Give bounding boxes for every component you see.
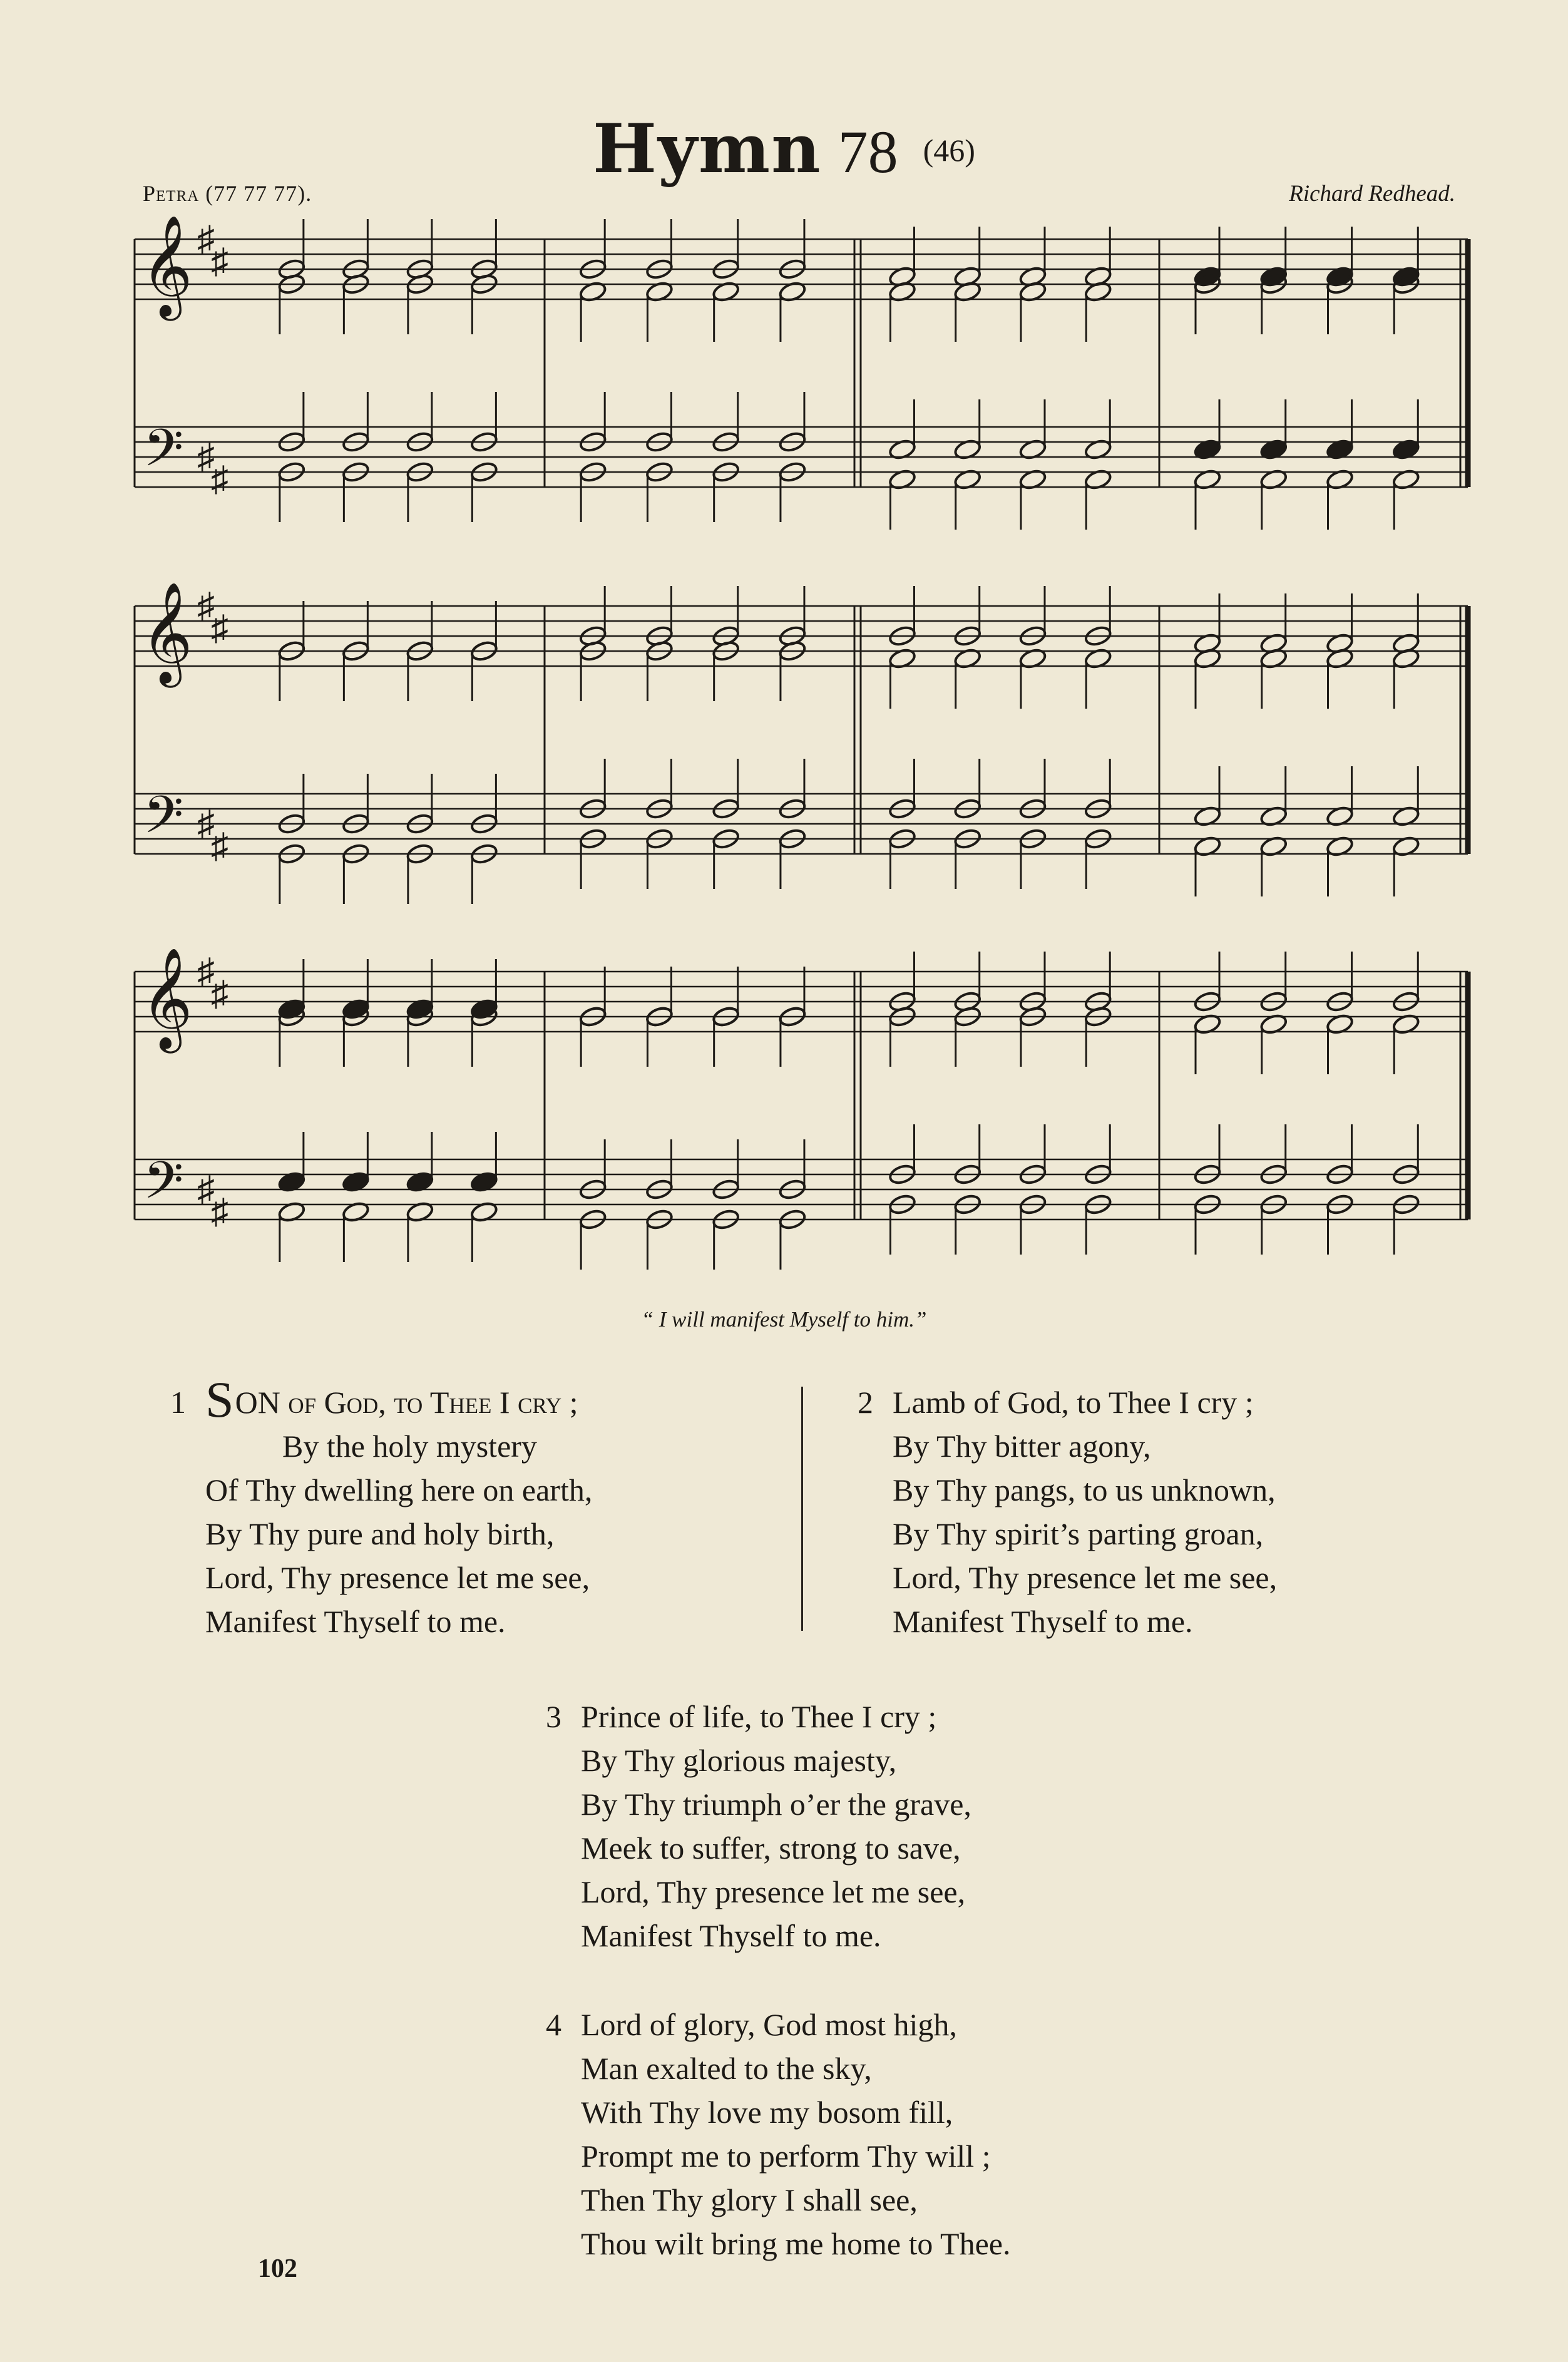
- verse-line: With Thy love my bosom fill,: [581, 2095, 953, 2130]
- verse-line: By Thy pure and holy birth,: [205, 1516, 555, 1551]
- tune-name: Petra (77 77 77).: [143, 181, 312, 206]
- verse-line: Of Thy dwelling here on earth,: [205, 1472, 593, 1507]
- sharp-icon: ♯: [197, 220, 215, 259]
- sharp-icon: ♯: [197, 587, 215, 625]
- verse-number: 4: [546, 2007, 561, 2042]
- composer-name: Richard Redhead.: [1289, 181, 1455, 207]
- treble-clef-icon: 𝄞: [141, 215, 193, 317]
- verse-line: By the holy mystery: [282, 1429, 537, 1464]
- verse-line: [205, 1371, 592, 1428]
- verse-number: 1: [170, 1385, 186, 1420]
- verse-line: Lamb of God, to Thee I cry ;: [893, 1385, 1254, 1420]
- hymn-title-word: Hymn: [593, 110, 822, 188]
- verse-line: By Thy pangs, to us unknown,: [893, 1472, 1276, 1507]
- sharp-icon: ♯: [197, 804, 215, 843]
- epigraph: “ I will manifest Myself to him.”: [641, 1307, 927, 1332]
- verse-line: Prompt me to perform Thy will ;: [581, 2139, 991, 2174]
- verse-line: Manifest Thyself to me.: [205, 1604, 506, 1639]
- sharp-icon: ♯: [211, 460, 228, 499]
- verse-line: Lord, Thy presence let me see,: [581, 1874, 966, 1909]
- sharp-icon: ♯: [211, 1193, 228, 1231]
- hymn-alt-number: (46): [923, 133, 975, 168]
- verse-line: Meek to suffer, strong to save,: [581, 1831, 961, 1866]
- verse-4: [546, 2003, 1011, 2266]
- verse-line: By Thy glorious majesty,: [581, 1743, 897, 1778]
- verse-number: 2: [858, 1385, 873, 1420]
- verse-line: Prince of life, to Thee I cry ;: [581, 1699, 937, 1734]
- verse-line: Thou wilt bring me home to Thee.: [581, 2226, 1011, 2261]
- treble-clef-icon: 𝄞: [141, 582, 193, 684]
- verse-line: Manifest Thyself to me.: [581, 1918, 881, 1953]
- column-divider: [801, 1387, 803, 1631]
- verse-line: Man exalted to the sky,: [581, 2051, 872, 2086]
- bass-clef-icon: 𝄢: [143, 418, 184, 491]
- verse-3: [546, 1695, 971, 1958]
- bass-clef-icon: 𝄢: [143, 1150, 184, 1223]
- verse-1: [170, 1371, 593, 1643]
- verse-line: By Thy triumph o’er the grave,: [581, 1787, 971, 1822]
- sharp-icon: ♯: [197, 952, 215, 991]
- page-number: 102: [258, 2254, 297, 2283]
- verse-line: Manifest Thyself to me.: [893, 1604, 1193, 1639]
- drop-cap: S: [205, 1371, 234, 1428]
- verse-line: Lord, Thy presence let me see,: [205, 1560, 590, 1595]
- verse-line: Then Thy glory I shall see,: [581, 2182, 918, 2217]
- verse-2: [858, 1380, 1278, 1643]
- sharp-icon: ♯: [211, 609, 228, 648]
- verse-number: 3: [546, 1699, 561, 1734]
- sharp-icon: ♯: [211, 975, 228, 1014]
- hymn-number: 78: [838, 118, 898, 185]
- verse-line: Lord, Thy presence let me see,: [893, 1560, 1278, 1595]
- treble-clef-icon: 𝄞: [141, 947, 193, 1049]
- verse-line: By Thy spirit’s parting groan,: [893, 1516, 1264, 1551]
- verse-line: By Thy bitter agony,: [893, 1429, 1151, 1464]
- sharp-icon: ♯: [211, 242, 228, 281]
- sharp-icon: ♯: [197, 1170, 215, 1209]
- bass-clef-icon: 𝄢: [143, 784, 184, 858]
- sharp-icon: ♯: [197, 438, 215, 476]
- verse-line: Lord of glory, God most high,: [581, 2007, 957, 2042]
- verse-first-line: ON of God, to Thee I cry ;: [235, 1385, 578, 1420]
- sharp-icon: ♯: [211, 827, 228, 866]
